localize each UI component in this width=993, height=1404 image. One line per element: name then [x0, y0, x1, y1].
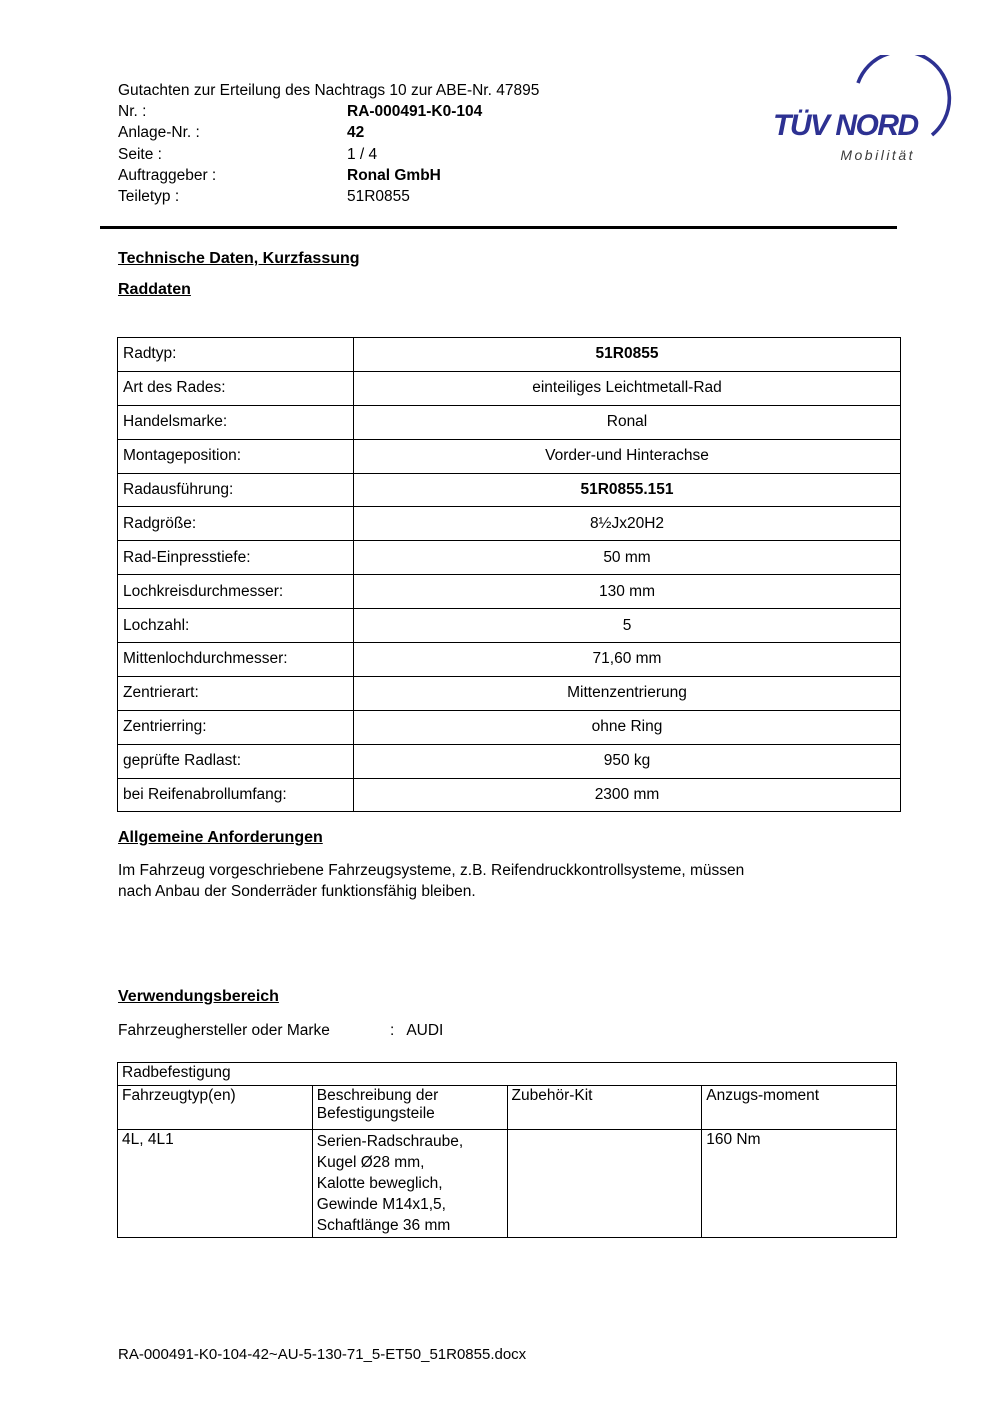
table-row — [118, 676, 901, 710]
table-row — [118, 1130, 897, 1238]
row-label: Zentrierart: — [118, 676, 354, 710]
table-title-row — [118, 1063, 897, 1086]
table-row — [118, 609, 901, 643]
header-field-seite — [118, 144, 738, 165]
fahrzeugtyp-cell: 4L, 4L1 — [118, 1130, 313, 1238]
field-value: 51R0855 — [347, 188, 410, 206]
field-label: Auftraggeber : — [118, 166, 217, 184]
row-value: 2300 mm — [354, 778, 901, 812]
beschreibung-line: Kalotte beweglich, Gewinde M14x1,5, — [316, 1175, 446, 1213]
row-label: Montageposition: — [118, 439, 354, 473]
field-value: Ronal GmbH — [347, 166, 441, 184]
field-value: RA-000491-K0-104 — [347, 103, 483, 121]
hersteller-row — [118, 1022, 818, 1040]
table-row — [118, 338, 901, 372]
allgemein-paragraph — [118, 860, 908, 902]
row-value: 130 mm — [354, 575, 901, 609]
paragraph-line: nach Anbau der Sonderräder funktionsfähig bleiben. — [118, 883, 476, 900]
table-header-row — [118, 1086, 897, 1130]
heading-technische-daten: Technische Daten, Kurzfassung — [118, 250, 360, 267]
row-label: bei Reifenabrollumfang: — [118, 778, 354, 812]
row-label: Radausführung: — [118, 473, 354, 507]
paragraph-line: Im Fahrzeug vorgeschriebene Fahrzeugsysteme, z.B. Reifendruckkontrollsysteme, müssen — [118, 862, 745, 879]
beschreibung-line: Serien-Radschraube, Kugel Ø28 mm, — [316, 1133, 464, 1171]
table-row — [118, 371, 901, 405]
row-label: Mittenlochdurchmesser: — [118, 643, 354, 677]
footer-filename: RA-000491-K0-104-42~AU-5-130-71_5-ET50_51R0855.docx — [118, 1346, 527, 1363]
row-label: Art des Rades: — [118, 371, 354, 405]
hersteller-label: Fahrzeughersteller oder Marke — [118, 1022, 330, 1039]
beschreibung-line: Schaftlänge 36 mm — [316, 1217, 451, 1234]
row-label: Radtyp: — [118, 338, 354, 372]
logo-brand-text: TÜV NORD — [773, 109, 918, 142]
row-value: ohne Ring — [354, 710, 901, 744]
row-value: 51R0855 — [354, 338, 901, 372]
table-row — [118, 710, 901, 744]
beschreibung-cell — [312, 1130, 507, 1238]
column-header: Zubehör-Kit — [507, 1086, 702, 1130]
report-title: Gutachten zur Erteilung des Nachtrags 10 zur ABE-Nr. 47895 — [118, 82, 540, 99]
header-field-nr — [118, 101, 738, 122]
radbefestigung-title: Radbefestigung — [118, 1063, 897, 1086]
table-row — [118, 778, 901, 812]
column-header: Fahrzeugtyp(en) — [118, 1086, 313, 1130]
row-label: Zentrierring: — [118, 710, 354, 744]
table-row — [118, 507, 901, 541]
heading-raddaten: Raddaten — [118, 281, 191, 298]
row-value: 71,60 mm — [354, 643, 901, 677]
table-row — [118, 405, 901, 439]
heading-allgemeine-anforderungen: Allgemeine Anforderungen — [118, 829, 323, 846]
table-row — [118, 541, 901, 575]
raddaten-table — [117, 337, 901, 812]
tuev-nord-logo — [740, 55, 975, 175]
report-header — [118, 80, 738, 207]
field-label: Seite : — [118, 145, 162, 163]
row-label: Radgröße: — [118, 507, 354, 541]
row-value: 950 kg — [354, 744, 901, 778]
row-value: Mittenzentrierung — [354, 676, 901, 710]
row-value: 8½Jx20H2 — [354, 507, 901, 541]
header-field-auftraggeber — [118, 165, 738, 186]
row-value: 50 mm — [354, 541, 901, 575]
field-value: 42 — [347, 124, 365, 142]
hersteller-value: AUDI — [406, 1022, 444, 1039]
table-row — [118, 744, 901, 778]
field-label: Anlage-Nr. : — [118, 124, 200, 142]
row-label: Rad-Einpresstiefe: — [118, 541, 354, 575]
row-label: geprüfte Radlast: — [118, 744, 354, 778]
heading-verwendungsbereich: Verwendungsbereich — [118, 988, 279, 1005]
row-label: Handelsmarke: — [118, 405, 354, 439]
field-label: Nr. : — [118, 103, 147, 121]
row-label: Lochzahl: — [118, 609, 354, 643]
header-field-teiletyp — [118, 186, 738, 207]
tuev-nord-logo-graphic — [740, 55, 975, 175]
logo-subtitle-text: Mobilität — [840, 147, 915, 163]
header-field-anlage — [118, 122, 738, 143]
hersteller-colon: : — [390, 1022, 395, 1039]
table-row — [118, 439, 901, 473]
zubehoer-cell — [507, 1130, 702, 1238]
header-divider — [100, 226, 897, 229]
row-value: einteiliges Leichtmetall-Rad — [354, 371, 901, 405]
field-value: 1 / 4 — [347, 145, 378, 163]
column-header: Beschreibung der Befestigungsteile — [312, 1086, 507, 1130]
column-header: Anzugs-moment — [702, 1086, 897, 1130]
radbefestigung-table — [117, 1062, 897, 1238]
row-label: Lochkreisdurchmesser: — [118, 575, 354, 609]
table-row — [118, 575, 901, 609]
row-value: Vorder-und Hinterachse — [354, 439, 901, 473]
row-value: 5 — [354, 609, 901, 643]
field-label: Teiletyp : — [118, 188, 180, 206]
row-value: 51R0855.151 — [354, 473, 901, 507]
anzugsmoment-cell: 160 Nm — [702, 1130, 897, 1238]
row-value: Ronal — [354, 405, 901, 439]
table-row — [118, 643, 901, 677]
table-row — [118, 473, 901, 507]
